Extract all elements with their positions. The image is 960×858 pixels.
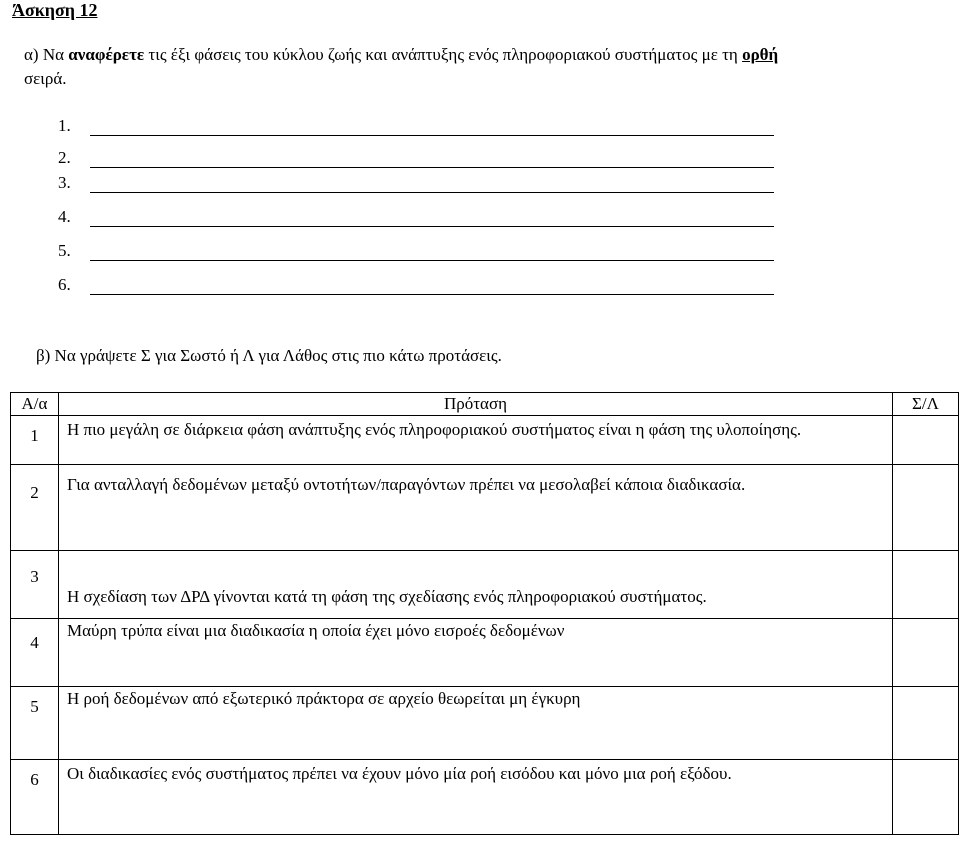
answer-cell[interactable] bbox=[893, 619, 959, 687]
row-statement: Οι διαδικασίες ενός συστήματος πρέπει να έχουν μόνο μία ροή εισόδου και μόνο μια ροή εξόδου. bbox=[59, 760, 893, 835]
row-statement: Η ροή δεδομένων από εξωτερικό πράκτορα σε αρχείο θεωρείται μη έγκυρη bbox=[59, 687, 893, 760]
question-a-prefix: α) Να bbox=[24, 45, 69, 64]
row-statement: Η σχεδίαση των ΔΡΔ γίνονται κατά τη φάση της σχεδίασης ενός πληροφοριακού συστήματος. bbox=[59, 551, 893, 619]
answer-cell[interactable] bbox=[893, 465, 959, 551]
answer-line-6[interactable] bbox=[58, 275, 774, 295]
answer-line-4[interactable] bbox=[58, 207, 774, 227]
table-row bbox=[11, 416, 959, 465]
question-a bbox=[24, 43, 934, 91]
header-answer: Σ/Λ bbox=[893, 393, 959, 416]
row-statement: Η πιο μεγάλη σε διάρκεια φάση ανάπτυξης ενός πληροφοριακού συστήματος είναι η φάση της υλοποίησης. bbox=[59, 416, 893, 465]
row-statement: Μαύρη τρύπα είναι μια διαδικασία η οποία έχει μόνο εισροές δεδομένων bbox=[59, 619, 893, 687]
answer-cell[interactable] bbox=[893, 551, 959, 619]
header-statement: Πρόταση bbox=[59, 393, 893, 416]
answer-rule bbox=[90, 192, 774, 193]
row-statement: Για ανταλλαγή δεδομένων μεταξύ οντοτήτων/παραγόντων πρέπει να μεσολαβεί κάποια διαδικασία. bbox=[59, 465, 893, 551]
answer-rule bbox=[90, 260, 774, 261]
question-b: β) Να γράψετε Σ για Σωστό ή Λ για Λάθος στις πιο κάτω προτάσεις. bbox=[36, 346, 502, 365]
row-number: 3 bbox=[11, 551, 59, 619]
question-a-line2: σειρά. bbox=[24, 69, 67, 88]
answer-cell[interactable] bbox=[893, 416, 959, 465]
answer-cell[interactable] bbox=[893, 687, 959, 760]
answer-line-1[interactable] bbox=[58, 116, 774, 136]
answer-number: 5. bbox=[58, 241, 71, 260]
table-row bbox=[11, 760, 959, 835]
row-number: 5 bbox=[11, 687, 59, 760]
exercise-title: Άσκηση 12 bbox=[12, 0, 98, 20]
answer-line-2[interactable] bbox=[58, 148, 774, 168]
answer-line-5[interactable] bbox=[58, 241, 774, 261]
row-number: 4 bbox=[11, 619, 59, 687]
row-number: 6 bbox=[11, 760, 59, 835]
answer-number: 3. bbox=[58, 173, 71, 192]
answer-number: 4. bbox=[58, 207, 71, 226]
question-a-underlined-word: ορθή bbox=[742, 45, 779, 64]
question-a-bold-word: αναφέρετε bbox=[68, 45, 145, 64]
answer-cell[interactable] bbox=[893, 760, 959, 835]
row-number: 1 bbox=[11, 416, 59, 465]
answer-number: 2. bbox=[58, 148, 71, 167]
table-row bbox=[11, 687, 959, 760]
answer-line-3[interactable] bbox=[58, 173, 774, 193]
answer-number: 1. bbox=[58, 116, 71, 135]
answer-rule bbox=[90, 294, 774, 295]
answer-rule bbox=[90, 135, 774, 136]
table-header-row bbox=[11, 393, 959, 416]
answer-rule bbox=[90, 167, 774, 168]
row-number: 2 bbox=[11, 465, 59, 551]
header-number: Α/α bbox=[11, 393, 59, 416]
true-false-table bbox=[10, 392, 959, 835]
answer-number: 6. bbox=[58, 275, 71, 294]
table-row bbox=[11, 551, 959, 619]
question-a-middle: τις έξι φάσεις του κύκλου ζωής και ανάπτυξης ενός πληροφοριακού συστήματος με τη bbox=[144, 45, 743, 64]
answer-rule bbox=[90, 226, 774, 227]
table-row bbox=[11, 465, 959, 551]
table-row bbox=[11, 619, 959, 687]
